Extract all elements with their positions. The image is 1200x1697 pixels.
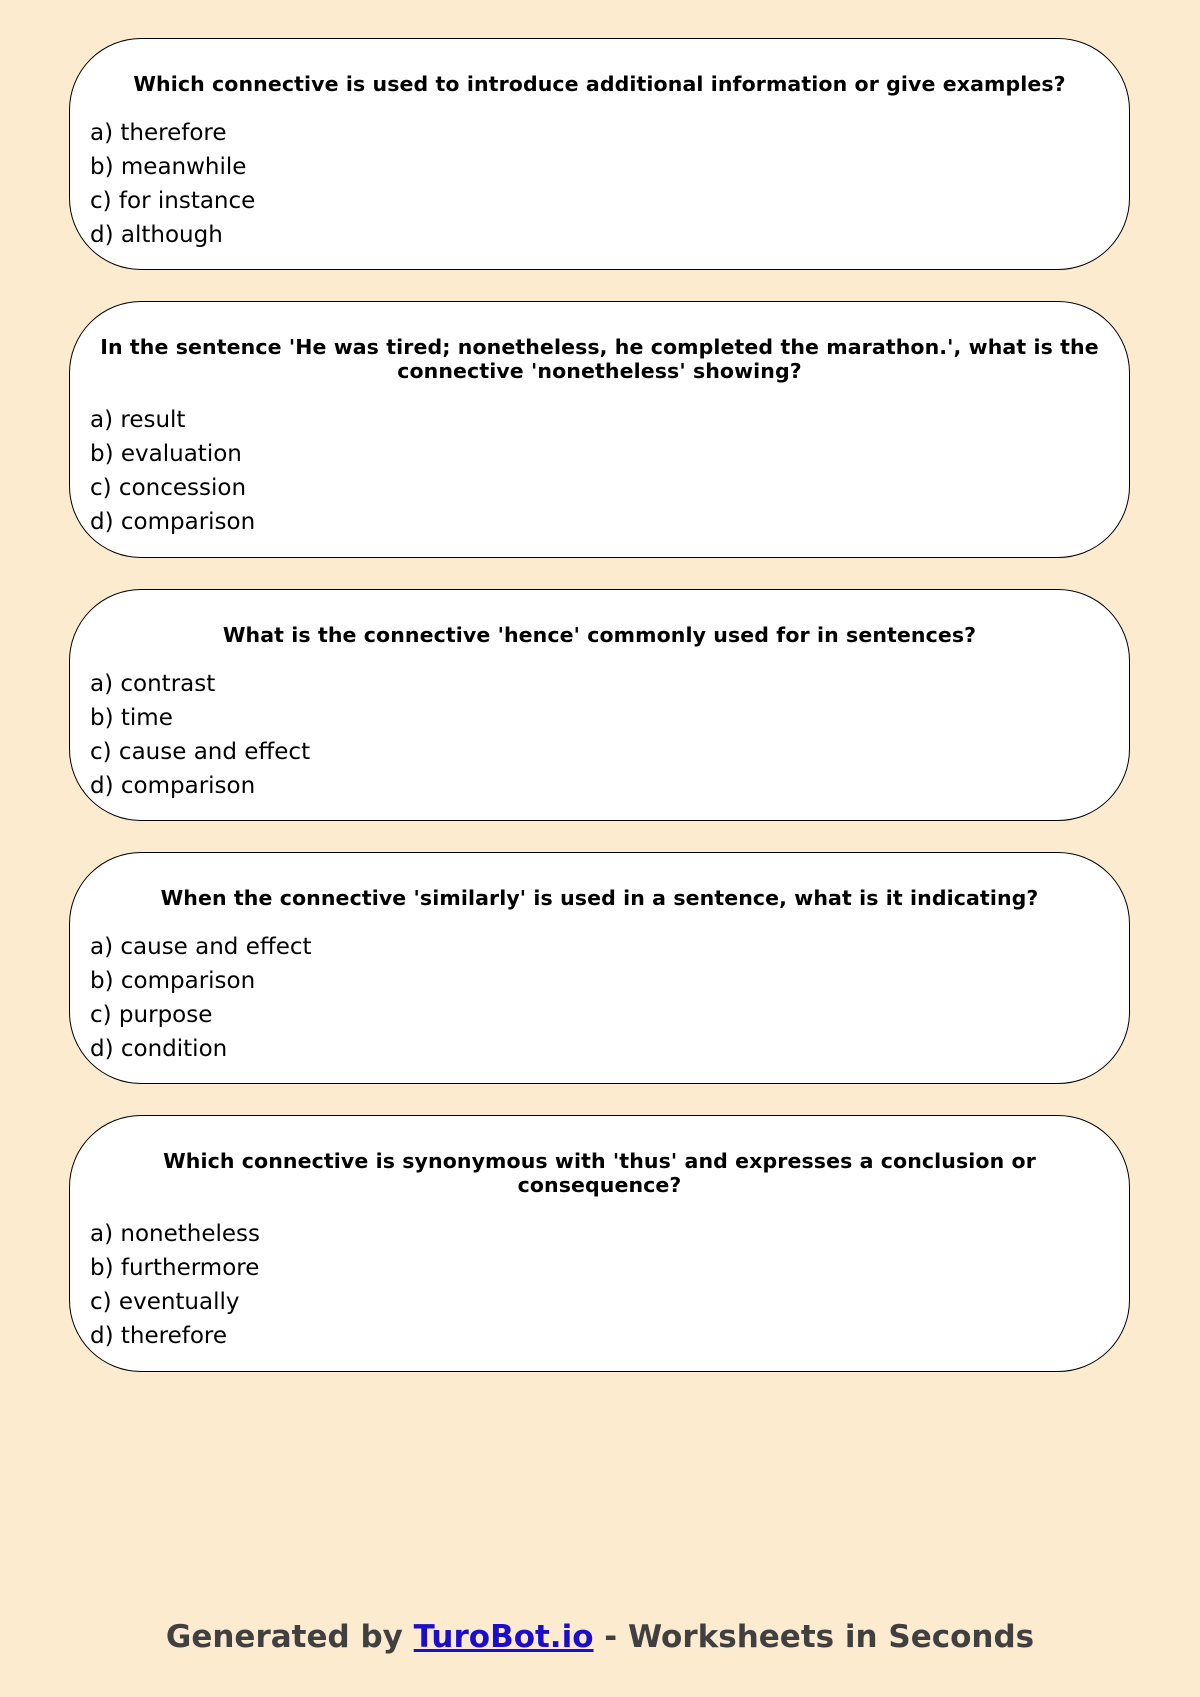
answer-option-b: b) time [90, 705, 173, 731]
answer-options [90, 116, 1109, 252]
answer-option-d: d) comparison [90, 773, 256, 799]
question-text: Which connective is synonymous with 'thus' and expresses a conclusion or consequence? [163, 1149, 1036, 1197]
answer-options [90, 403, 1109, 539]
answer-option-b: b) evaluation [90, 441, 242, 467]
question-card-5 [69, 1115, 1130, 1372]
question-text: Which connective is used to introduce additional information or give examples? [133, 72, 1066, 96]
question-card-2 [69, 301, 1130, 558]
question-text: In the sentence 'He was tired; nonetheless, he completed the marathon.', what is the connective 'nonetheless' showing? [100, 335, 1099, 383]
answer-options [90, 930, 1109, 1066]
question-card-3 [69, 589, 1130, 821]
answer-options [90, 1217, 1109, 1353]
answer-option-a: a) cause and effect [90, 934, 312, 960]
footer [0, 1617, 1200, 1657]
question-text: What is the connective 'hence' commonly used for in sentences? [222, 623, 977, 647]
answer-option-a: a) nonetheless [90, 1221, 261, 1247]
answer-option-b: b) furthermore [90, 1255, 260, 1281]
answer-option-c: c) for instance [90, 188, 256, 214]
question-card-1 [69, 38, 1130, 270]
question-text: When the connective 'similarly' is used in a sentence, what is it indicating? [160, 886, 1039, 910]
answer-option-c: c) concession [90, 475, 247, 501]
turobot-link[interactable]: TuroBot.io [413, 1619, 594, 1655]
answer-option-d: d) although [90, 222, 223, 248]
answer-option-a: a) result [90, 407, 186, 433]
answer-option-d: d) therefore [90, 1323, 228, 1349]
answer-option-b: b) comparison [90, 968, 256, 994]
question-card-4 [69, 852, 1130, 1084]
answer-option-a: a) contrast [90, 671, 216, 697]
answer-option-a: a) therefore [90, 120, 227, 146]
answer-option-d: d) comparison [90, 509, 256, 535]
answer-option-c: c) cause and effect [90, 739, 311, 765]
footer-suffix: - Worksheets in Seconds [593, 1619, 1035, 1655]
answer-option-d: d) condition [90, 1036, 228, 1062]
answer-option-b: b) meanwhile [90, 154, 247, 180]
answer-option-c: c) eventually [90, 1289, 240, 1315]
footer-prefix: Generated by [165, 1619, 414, 1655]
answer-option-c: c) purpose [90, 1002, 213, 1028]
answer-options [90, 667, 1109, 803]
